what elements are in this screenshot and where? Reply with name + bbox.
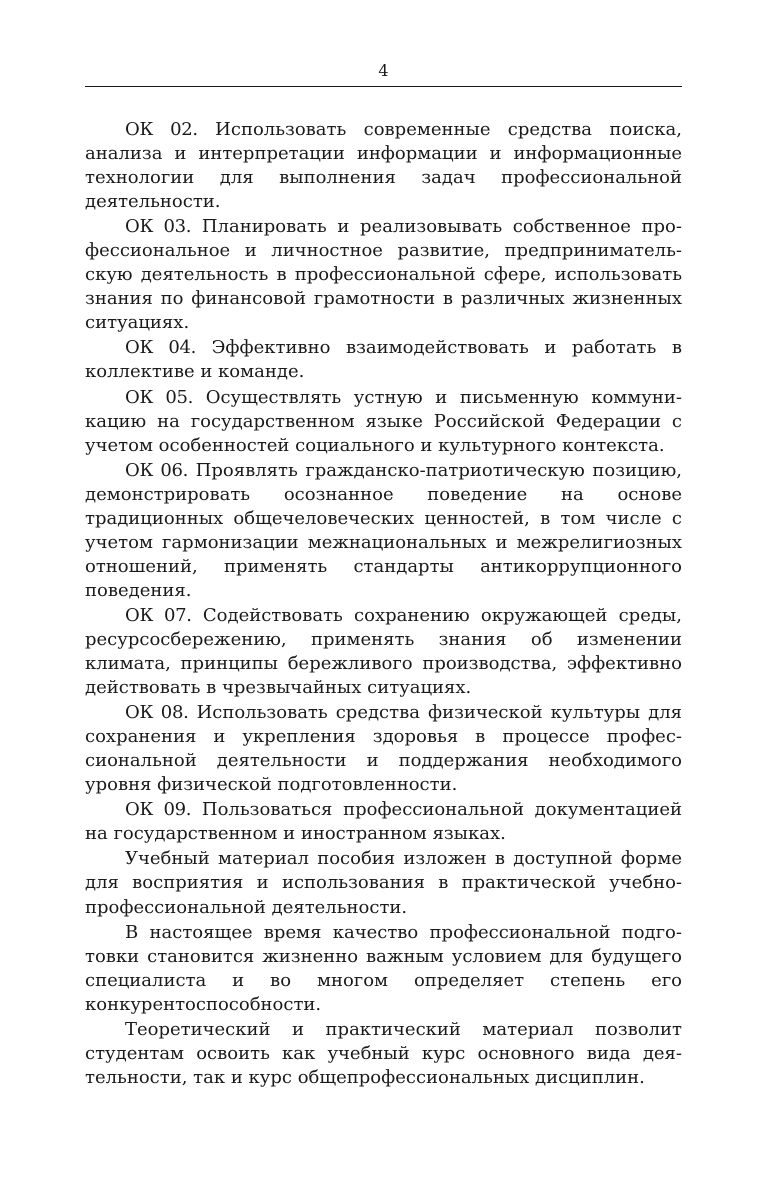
competency-code: ОК 06. — [125, 459, 189, 481]
competency-code: ОК 04. — [125, 337, 197, 359]
paragraph-text: Теоретический и практический материал позволит студентам освоить как учебный курс основного вида деятельности, так и курс общепрофессиональных дисциплин. — [85, 1018, 682, 1088]
paragraph-text: Использовать современные средства поиска, анализа и интерпретации информации и информационные технологии для выполнения задач профессиональной деятельности. — [85, 119, 682, 213]
paragraph-material — [85, 847, 682, 919]
paragraph-ok-05 — [85, 386, 682, 458]
paragraph-text: Планировать и реализовывать собственное профессиональное и личностное развитие, предпринимательскую деятельность в профессиональной сфере, использовать знания по финансовой грамотности в различных жизненных ситуациях. — [85, 216, 682, 334]
paragraph-text: В настоящее время качество профессиональной подготовки становится жизненно важным условием для будущего специалиста и во многом определяет степень его конкурентоспособности. — [85, 921, 682, 1015]
paragraph-text: Эффективно взаимодействовать и работать в коллективе и команде. — [85, 337, 682, 383]
paragraph-ok-07 — [85, 604, 682, 700]
competency-code: ОК 02. — [125, 119, 198, 140]
competency-code: ОК 03. — [125, 216, 192, 238]
page-number: 4 — [378, 61, 389, 80]
paragraph-text: Осуществлять устную и письменную коммуникацию на государственном языке Российской Федерации с учетом особенностей социального и культурного контекста. — [85, 386, 682, 456]
paragraph-text: Учебный материал пособия изложен в доступной форме для восприятия и использования в практической учебно-профессиональной деятельности. — [85, 848, 682, 918]
paragraph-text: Использовать средства физической культуры для сохранения и укрепления здоровья в процессе профессиональной деятельности и поддержания необходимого уровня физической подготовленности. — [85, 702, 682, 796]
paragraph-text: Содействовать сохранению окружающей среды, ресурсосбережению, применять знания об изменении климата, принципы бережливого производства, эффективно действовать в чрезвычайных ситуациях. — [85, 604, 682, 699]
paragraph-ok-06 — [85, 459, 682, 603]
paragraph-ok-03 — [85, 215, 682, 335]
paragraph-ok-04 — [85, 336, 682, 384]
competency-code: ОК 08. — [125, 702, 189, 724]
running-header — [85, 60, 682, 87]
paragraph-text: Пользоваться профессиональной документацией на государственном и иностранном языках. — [85, 799, 682, 845]
paragraph-ok-08 — [85, 701, 682, 797]
paragraph-quality — [85, 921, 682, 1017]
competency-code: ОК 05. — [125, 386, 194, 408]
paragraph-theory — [85, 1018, 682, 1090]
competency-code: ОК 07. — [125, 604, 192, 626]
body-text — [85, 118, 682, 1091]
competency-code: ОК 09. — [125, 799, 192, 821]
paragraph-ok-02 — [85, 118, 682, 214]
paragraph-ok-09 — [85, 798, 682, 846]
paragraph-text: Проявлять гражданско-патриотическую позицию, демонстрировать осознанное поведение на основе традиционных общечеловеческих ценностей, в том числе с учетом гармонизации межнациональных и межрелигиозных отношений, применять стандарты антикоррупционного поведения. — [85, 459, 682, 601]
